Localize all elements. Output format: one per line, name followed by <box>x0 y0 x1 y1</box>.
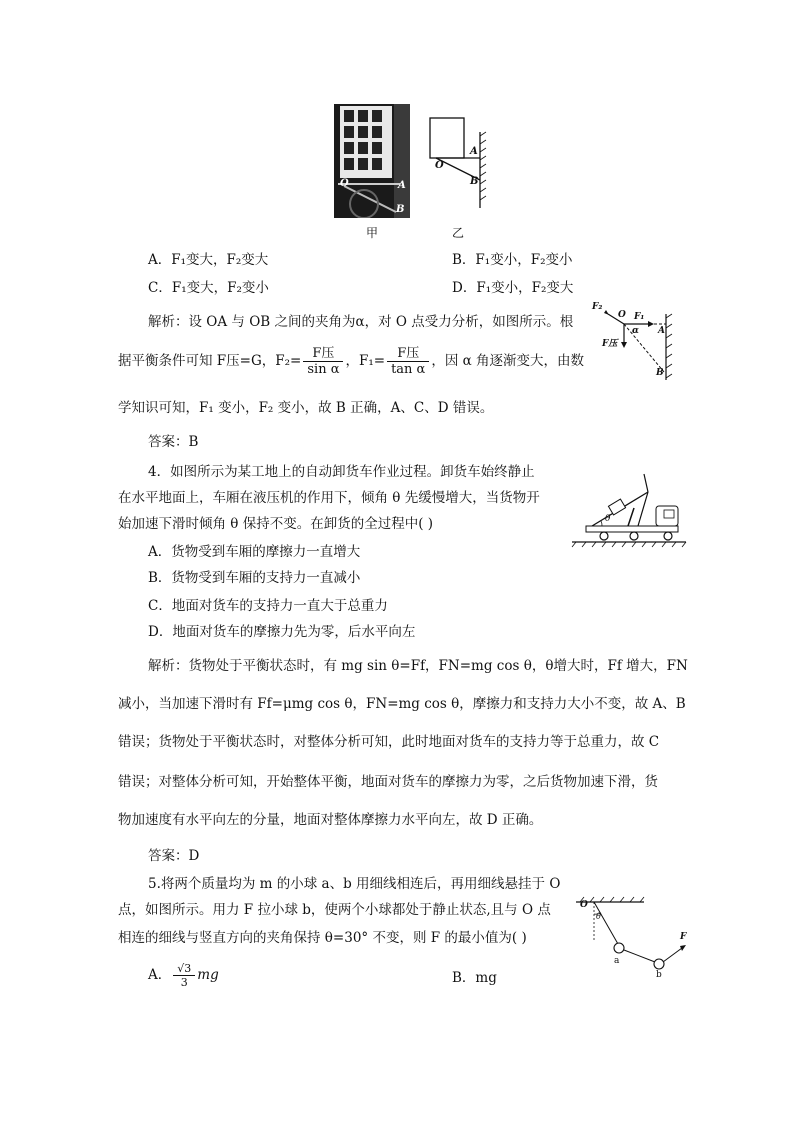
force-label-f2: F₂ <box>592 302 603 312</box>
q3-option-c: C．F₁变大，F₂变小 <box>148 280 269 296</box>
hanging-balls-figure <box>574 896 694 980</box>
photo-label-b: B <box>396 204 405 215</box>
fraction-f1-numerator: F压 <box>387 346 429 362</box>
q5-line3: 相连的细线与竖直方向的夹角保持 θ=30° 不变，则 F 的最小值为( ) <box>118 930 527 946</box>
q3-solution-line2 <box>118 346 584 377</box>
q3-solution-line2-suffix: ，因 α 角逐渐变大，由数 <box>431 353 585 369</box>
q5-option-a-numerator: √3 <box>173 962 195 976</box>
q5-option-a-prefix: A． <box>148 967 172 983</box>
fraction-f1 <box>387 346 429 377</box>
diagram-label-a: A <box>470 146 478 157</box>
q4-solution-line2: 减小，当加速下滑时有 Ff=μmg cos θ，FN=mg cos θ，摩擦力和支持力大小不变，故 A、B <box>118 696 686 712</box>
balls-label-o: O <box>580 900 588 910</box>
q4-line3: 始加速下滑时倾角 θ 保持不变。在卸货的全过程中( ) <box>118 516 434 532</box>
balls-label-theta: θ <box>596 912 601 921</box>
q4-solution-line3: 错误；货物处于平衡状态时，对整体分析可知，此时地面对货车的支持力等于总重力，故 C <box>118 734 660 750</box>
photo-label-o: O <box>340 178 349 189</box>
force-diagram <box>588 300 678 384</box>
force-label-a: A <box>658 326 665 336</box>
diagram-label-b: B <box>470 176 479 187</box>
bracket-diagram <box>426 112 490 212</box>
fraction-f1-denominator: tan α <box>391 362 426 377</box>
q4-solution-line4: 错误；对整体分析可知，开始整体平衡，地面对货车的摩擦力为零，之后货物加速下滑，货 <box>118 774 658 790</box>
q3-answer: 答案：B <box>148 434 199 450</box>
q4-answer: 答案：D <box>148 848 200 864</box>
force-label-f1: F₁ <box>634 312 645 322</box>
q4-option-b: B．货物受到车厢的支持力一直减小 <box>148 570 361 586</box>
balls-label-a: a <box>614 956 620 966</box>
force-label-b: B <box>656 368 664 378</box>
q4-option-a: A．货物受到车厢的摩擦力一直增大 <box>148 544 361 560</box>
balls-label-b: b <box>656 970 662 980</box>
fraction-f2-numerator: F压 <box>303 346 343 362</box>
q4-option-c: C．地面对货车的支持力一直大于总重力 <box>148 598 388 614</box>
force-label-fya: F压 <box>602 339 618 349</box>
caption-yi: 乙 <box>452 226 465 240</box>
q5-option-a-fraction <box>173 962 195 989</box>
air-conditioner-photo <box>334 104 410 218</box>
truck-theta-label: θ <box>605 514 611 524</box>
force-label-o: O <box>618 310 626 320</box>
dump-truck-figure <box>568 472 690 548</box>
q5-option-a <box>148 962 219 989</box>
caption-jia: 甲 <box>366 226 379 240</box>
q4-option-d: D．地面对货车的摩擦力先为零，后水平向左 <box>148 624 416 640</box>
fraction-f2-denominator: sin α <box>307 362 340 377</box>
q3-solution-line2-mid: ，F₁= <box>345 353 386 369</box>
q4-line1: 4．如图所示为某工地上的自动卸货车作业过程。卸货车始终静止 <box>148 464 535 480</box>
force-label-alpha: α <box>632 326 639 336</box>
q4-solution-line5: 物加速度有水平向左的分量，地面对整体摩擦力水平向左，故 D 正确。 <box>118 812 543 828</box>
q3-option-b: B．F₁变小，F₂变小 <box>452 252 573 268</box>
q3-option-d: D．F₁变小，F₂变大 <box>452 280 574 296</box>
balls-label-f: F <box>680 932 687 942</box>
q4-line2: 在水平地面上，车厢在液压机的作用下，倾角 θ 先缓慢增大，当货物开 <box>118 490 540 506</box>
diagram-label-o: O <box>435 160 444 171</box>
q4-solution-line1: 解析：货物处于平衡状态时，有 mg sin θ=Ff，FN=mg cos θ，θ增大时，Ff 增大，FN <box>148 658 688 674</box>
photo-label-a: A <box>398 180 406 191</box>
q3-option-a: A．F₁变大，F₂变大 <box>148 252 269 268</box>
q5-option-a-denominator: 3 <box>180 976 188 989</box>
q5-option-a-suffix: mg <box>197 967 219 983</box>
q3-solution-line3: 学知识可知，F₁ 变小，F₂ 变小，故 B 正确，A、C、D 错误。 <box>118 400 494 416</box>
q3-solution-line1: 解析：设 OA 与 OB 之间的夹角为α，对 O 点受力分析，如图所示。根 <box>148 314 574 330</box>
q3-solution-line2-prefix: 据平衡条件可知 F压=G，F₂= <box>118 353 302 369</box>
q5-line1: 5.将两个质量均为 m 的小球 a、b 用细线相连后，再用细线悬挂于 O <box>148 876 561 892</box>
q5-option-b: B．mg <box>452 970 497 986</box>
fraction-f2 <box>303 346 343 377</box>
q5-line2: 点，如图所示。用力 F 拉小球 b，使两个小球都处于静止状态,且与 O 点 <box>118 902 551 918</box>
